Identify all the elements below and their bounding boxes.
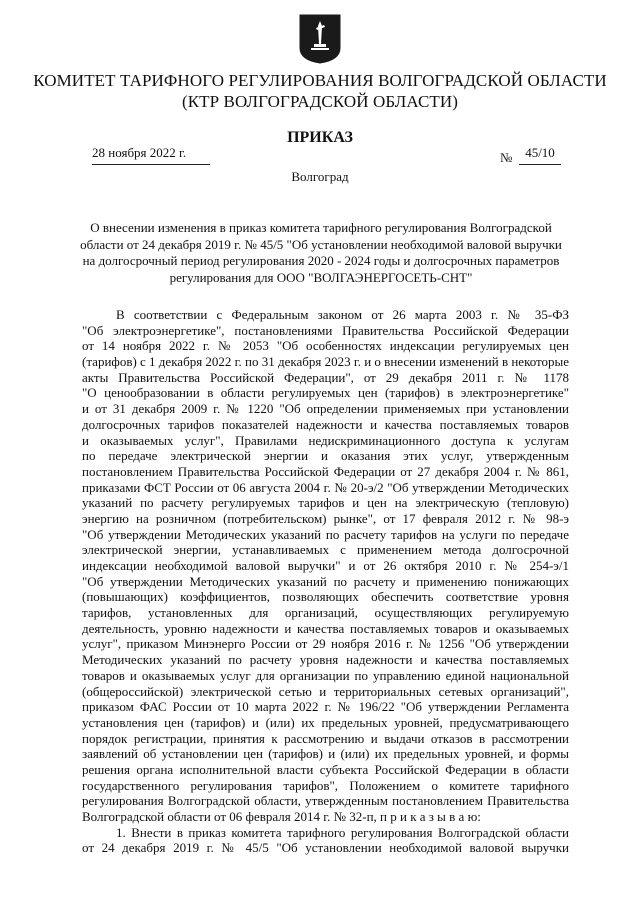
- body-line: заявлений об установлении цен (тарифов) и (или) их предельных уровней, и формы: [82, 746, 569, 762]
- body-line: (тарифов) с 1 декабря 2022 г. по 31 декабря 2023 г. и о внесении изменений в некоторые: [82, 354, 570, 370]
- body-line: 1. Внести в приказ комитета тарифного регулирования Волгоградской области: [116, 824, 569, 840]
- body-line: "Об утверждении Методических указаний по расчету и применению понижающих: [82, 573, 569, 589]
- document-date: 28 ноября 2022 г.: [92, 145, 210, 165]
- body-line: тарифов, установленных для организаций, осуществляющих регулируемую: [82, 605, 569, 621]
- body-line: от 24 декабря 2019 г. № 45/5 "Об установлении необходимой валовой выручки: [82, 840, 569, 856]
- body-line: (повышающих) коэффициентов, позволяющих обеспечить соответствие уровня: [82, 589, 569, 605]
- subject-line: О внесении изменения в приказ комитета тарифного регулирования Волгоградской: [90, 220, 552, 235]
- document-number: 45/10: [519, 145, 561, 165]
- body-line: постановлением Правительства Российской Федерации от 27 декабря 2004 г. № 861,: [82, 463, 569, 479]
- organization-short-name: (КТР ВОЛГОГРАДСКОЙ ОБЛАСТИ): [181, 92, 459, 111]
- body-line: порядок регистрации, принятия к рассмотрению и выдачи отказов в рассмотрении: [82, 730, 569, 746]
- document-subject: [80, 220, 562, 286]
- body-line: (общероссийской) электрической сетью и территориальных сетевых организаций",: [82, 683, 569, 699]
- body-line: и оказываемых услуг", Правилами недискриминационного доступа к услугам: [82, 432, 569, 448]
- body-line: по передаче электрической энергии и оказания этих услуг, утвержденным: [82, 448, 569, 464]
- document-body: [82, 307, 569, 856]
- body-line: приказом ФАС России от 10 марта 2022 г. № 196/22 "Об утверждении Регламента: [82, 699, 569, 715]
- body-line: электрической энергии, устанавливаемых с применением метода долгосрочной: [82, 542, 569, 558]
- body-line: деятельность, уровню надежности и качества поставляемых товаров и оказываемых: [82, 620, 569, 636]
- number-label: №: [500, 150, 513, 165]
- body-line: Методических указаний по расчету уровня надежности и качества поставляемых: [82, 652, 569, 668]
- body-line: долгосрочных тарифов показателей надежности и качества поставляемых товаров: [82, 416, 569, 432]
- city-name: Волгоград: [291, 169, 349, 184]
- body-line: "Об утверждении Методических указаний по расчету тарифов на услуги по передаче: [82, 526, 569, 542]
- body-line: индексации необходимой валовой выручки" и от 26 октября 2010 г. № 254-э/1: [82, 558, 569, 573]
- subject-line: области от 24 декабря 2019 г. № 45/5 "Об установлении необходимой валовой выручки: [80, 236, 562, 252]
- body-line: и от 31 декабря 2009 г. № 1220 "Об определении применяемых при установлении: [82, 401, 569, 417]
- body-line: государственного регулирования тарифов", Положением о комитете тарифного: [82, 777, 569, 793]
- body-line: акты Правительства Российской Федерации", от 29 декабря 2011 г. № 1178: [82, 369, 569, 385]
- body-line: приказами ФСТ России от 06 августа 2004 г. № 20-э/2 "Об утверждении Методических: [82, 479, 569, 495]
- body-line: В соответствии с Федеральным законом от 26 марта 2003 г. № 35-ФЗ: [116, 307, 569, 322]
- body-line: энергию на розничном (потребительском) рынке", от 17 февраля 2012 г. № 98-э: [82, 510, 569, 526]
- coat-of-arms-emblem: [299, 14, 341, 64]
- document-type-title: ПРИКАЗ: [287, 129, 353, 146]
- body-line: услуг", приказом Минэнерго России от 29 ноября 2016 г. № 1256 "Об утверждении: [82, 636, 569, 652]
- body-line: Волгоградской области от 06 февраля 2014 г. № 32-п, п р и к а з ы в а ю:: [82, 809, 481, 824]
- body-line: регулирования Волгоградской области, утвержденным постановлением Правительства: [82, 793, 569, 809]
- body-line: "Об электроэнергетике", постановлениями Правительства Российской Федерации: [82, 322, 569, 338]
- body-line: "О ценообразовании в области регулируемых цен (тарифов) в электроэнергетике": [82, 385, 569, 401]
- organization-name: КОМИТЕТ ТАРИФНОГО РЕГУЛИРОВАНИЯ ВОЛГОГРАДСКОЙ ОБЛАСТИ: [33, 71, 607, 90]
- body-line: установления цен (тарифов) и (или) их предельных уровней, предусматривающего: [82, 714, 569, 730]
- body-line: от 14 ноября 2022 г. № 2053 "Об особенностях индексации регулируемых цен: [82, 338, 569, 354]
- subject-line: на долгосрочный период регулирования 2020 - 2024 годы и долгосрочных параметров: [82, 253, 560, 268]
- subject-line: регулирования для ООО "ВОЛГАЭНЕРГОСЕТЬ-СНТ": [169, 269, 473, 285]
- body-line: товаров и оказываемых услуг для организации по управлению единой национальной: [82, 667, 569, 683]
- body-line: решения органа исполнительной власти субъекта Российской Федерации в области: [82, 761, 569, 777]
- body-line: указаний по расчету регулируемых тарифов и цен на электрическую (тепловую): [82, 495, 569, 511]
